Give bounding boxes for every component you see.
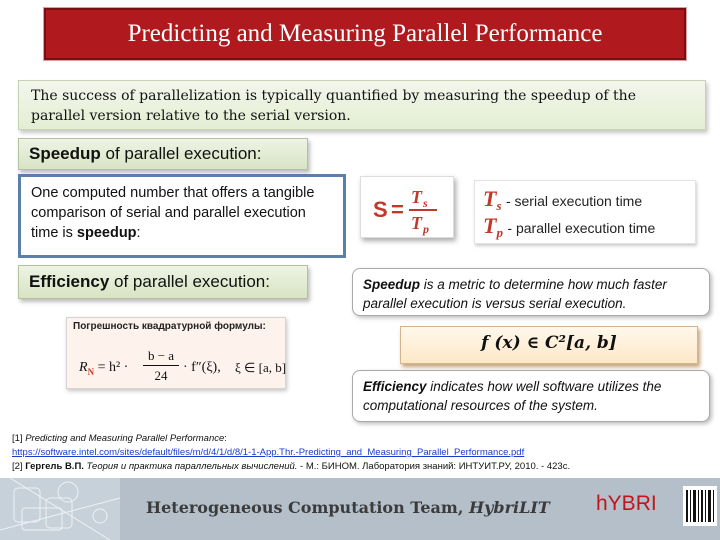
- barcode-icon: [683, 486, 717, 526]
- legend-sub-serial: s: [496, 198, 502, 214]
- legend-symbol-serial: T: [483, 186, 497, 211]
- speedup-label-rest: of parallel execution:: [100, 144, 262, 163]
- formula-den-sub: p: [423, 222, 429, 236]
- legend-sub-parallel: p: [496, 225, 503, 241]
- slide-title: Predicting and Measuring Parallel Performance: [127, 20, 603, 47]
- ref2-rest: - М.: БИНОМ. Лаборатория знаний: ИНТУИТ.РУ, 2010. - 423с.: [297, 461, 571, 472]
- fx-formula: f (x) ∈ C²[a, b]: [481, 333, 617, 353]
- legend-text-serial: - serial execution time: [505, 193, 643, 209]
- efficiency-section-label: [18, 265, 308, 299]
- error-formula-n: N: [87, 366, 95, 377]
- legend-row-serial: [483, 186, 642, 214]
- speedup-callout: [352, 268, 710, 316]
- speedup-label-bold: Speedup: [29, 144, 101, 163]
- error-formula-fraction-line: [143, 365, 179, 366]
- error-formula-fraction-den: 24: [154, 368, 168, 383]
- reference-1: [12, 432, 712, 446]
- efficiency-callout-bold: Efficiency: [363, 379, 427, 394]
- formula-den: T: [411, 213, 422, 233]
- efficiency-callout: [352, 370, 710, 422]
- fx-formula-box: [400, 326, 698, 364]
- speedup-formula-svg: [361, 177, 455, 239]
- error-formula-tail: · f″(ξ),: [183, 360, 221, 375]
- efficiency-label-rest: of parallel execution:: [109, 272, 270, 291]
- formula-lhs: S: [373, 197, 388, 222]
- intro-box: The success of parallelization is typically quantified by measuring the speedup of the parallel version relative to the serial version.: [18, 80, 706, 130]
- ref1-suffix: :: [224, 433, 227, 444]
- ref2-prefix: [2]: [12, 461, 26, 472]
- ref1-prefix: [1]: [12, 433, 26, 444]
- speedup-callout-bold: Speedup: [363, 277, 421, 292]
- hybri-logo: hYBRI: [596, 492, 657, 515]
- legend-symbol-parallel: T: [483, 213, 497, 238]
- formula-num: T: [411, 187, 422, 207]
- speedup-definition-text: One computed number that offers a tangible comparison of serial and parallel execution time is: [31, 185, 315, 241]
- legend-text-parallel: - parallel execution time: [507, 220, 656, 236]
- error-formula-heading: Погрешность квадратурной формулы:: [73, 321, 266, 332]
- reference-2: [12, 460, 712, 474]
- legend-row-parallel: [483, 213, 655, 241]
- error-formula-r: R: [79, 360, 88, 375]
- ref1-link[interactable]: https://software.intel.com/sites/default/files/m/d/4/1/d/8/1-1-App.Thr.-Predicting_and_Measuring_Parallel_Performance.pdf: [12, 447, 525, 458]
- quadrature-error-formula: [66, 317, 286, 389]
- efficiency-label-bold: Efficiency: [29, 272, 110, 291]
- error-formula-lhs: [79, 360, 128, 377]
- ref2-author: Гергель В.П.: [25, 461, 84, 472]
- footer-team-prefix: Heterogeneous Computation Team,: [146, 498, 469, 517]
- speedup-formula: [360, 176, 454, 238]
- formula-eq: =: [391, 197, 404, 222]
- footer-team-brand: HybriLIT: [468, 498, 550, 517]
- speedup-section-label: [18, 138, 308, 170]
- speedup-callout-text: is a metric to determine how much faster parallel execution is versus serial execution.: [363, 277, 667, 311]
- speedup-definition-end: :: [136, 225, 141, 241]
- ref1-title: Predicting and Measuring Parallel Performance: [25, 433, 225, 444]
- formula-num-sub: s: [423, 196, 428, 210]
- error-formula-fraction-num: b − a: [147, 348, 175, 363]
- ref2-title: Теория и практика параллельных вычислений.: [83, 461, 298, 472]
- efficiency-callout-text: indicates how well software utilizes the computational resources of the system.: [363, 379, 662, 413]
- error-formula-range: ξ ∈ [a, b]: [235, 360, 287, 375]
- speedup-definition-box: [18, 174, 346, 258]
- error-formula-eq: = h² ·: [97, 360, 129, 375]
- time-legend: [474, 180, 696, 244]
- references: [6, 430, 718, 478]
- footer-team-name: [146, 498, 556, 522]
- title-bar: [44, 8, 686, 60]
- speedup-definition-bold: speedup: [76, 225, 137, 241]
